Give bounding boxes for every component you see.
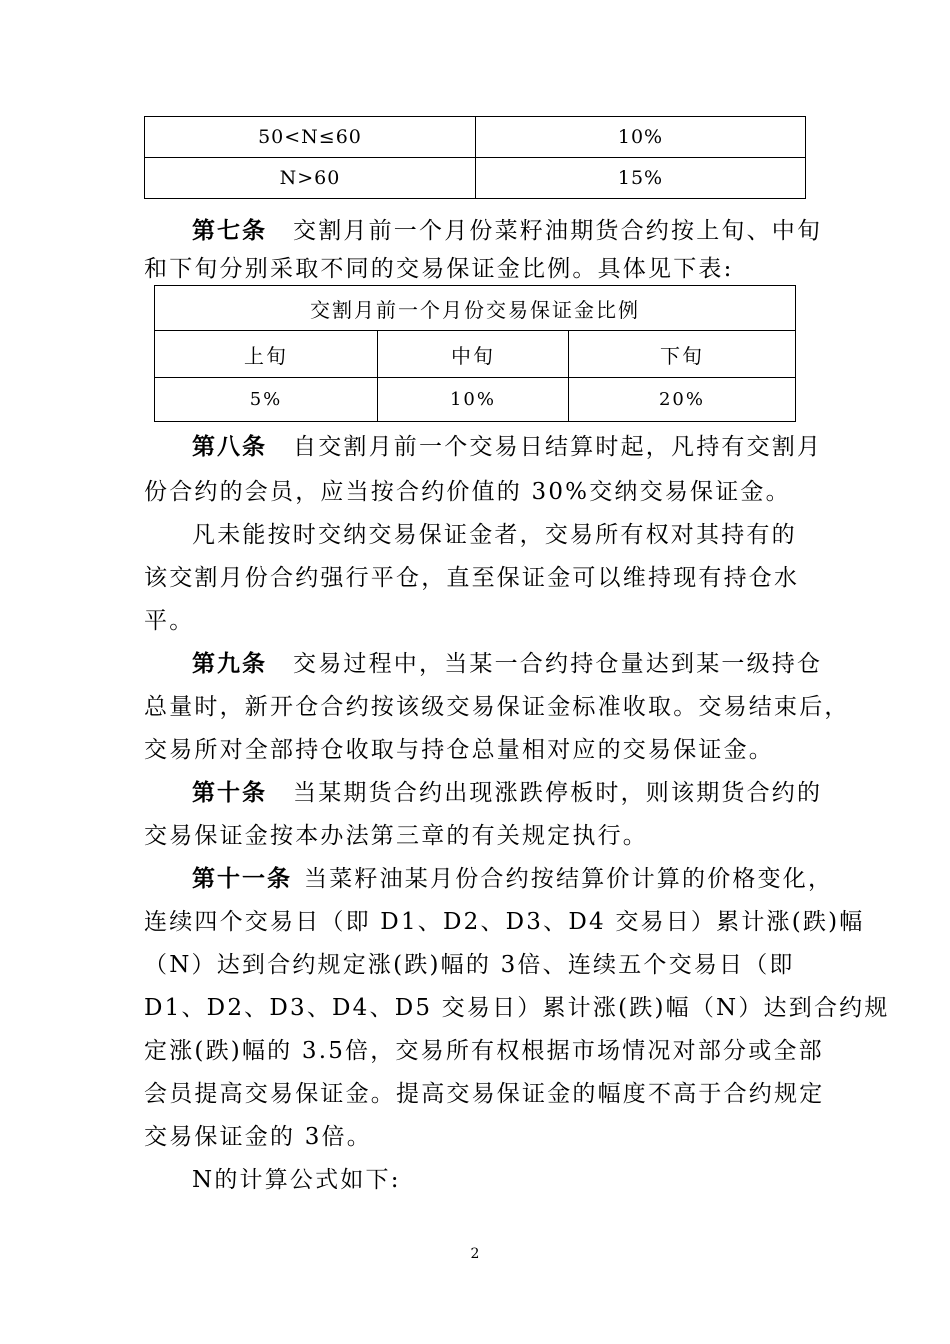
- article-8-title: 第八条: [192, 433, 267, 460]
- col-first-ten-days: 上旬: [155, 331, 378, 378]
- table-row: [145, 158, 806, 199]
- article-10-line-1: 第十条 当某期货合约出现涨跌停板时，则该期货合约的: [192, 779, 823, 806]
- page-number: 2: [470, 1246, 480, 1262]
- value-middle: 10%: [378, 378, 569, 422]
- article-11-line-1: 第十一条 当菜籽油某月份合约按结算价计算的价格变化，: [192, 865, 834, 892]
- article-8-p2-line-3: 平。: [144, 608, 195, 634]
- article-9-line-3: 交易所对全部持仓收取与持仓总量相对应的交易保证金。: [144, 737, 774, 763]
- article-11-title: 第十一条: [192, 865, 292, 892]
- article-9-title: 第九条: [192, 650, 267, 677]
- range-cell: N>60: [145, 158, 476, 199]
- article-8-line-1: 第八条 自交割月前一个交易日结算时起，凡持有交割月: [192, 433, 823, 460]
- value-first: 5%: [155, 378, 378, 422]
- col-middle-ten-days: 中旬: [378, 331, 569, 378]
- article-8-p2-line-1: 凡未能按时交纳交易保证金者，交易所有权对其持有的: [192, 522, 797, 548]
- value-last: 20%: [569, 378, 796, 422]
- table-row: [145, 117, 806, 158]
- article-10-line-2: 交易保证金按本办法第三章的有关规定执行。: [144, 823, 648, 849]
- article-10-title: 第十条: [192, 779, 267, 806]
- article-8-line-2: 份合约的会员，应当按合约价值的 30%交纳交易保证金。: [144, 479, 791, 505]
- margin-rate-table-continued: [144, 116, 806, 199]
- rate-cell: 10%: [476, 117, 806, 158]
- range-cell: 50<N≤60: [145, 117, 476, 158]
- article-11-line-2: 连续四个交易日（即 D1、D2、D3、D4 交易日）累计涨(跌)幅: [144, 909, 865, 935]
- article-11-line-4: D1、D2、D3、D4、D5 交易日）累计涨(跌)幅（N）达到合约规: [144, 995, 890, 1021]
- article-9-line-1: 第九条 交易过程中，当某一合约持仓量达到某一级持仓: [192, 650, 823, 677]
- article-11-line-6: 会员提高交易保证金。提高交易保证金的幅度不高于合约规定: [144, 1081, 825, 1107]
- article-8-p2-line-2: 该交割月份合约强行平仓，直至保证金可以维持现有持仓水: [144, 565, 800, 591]
- article-11-line-7: 交易保证金的 3倍。: [144, 1124, 372, 1150]
- table-value-row: [155, 378, 796, 422]
- col-last-ten-days: 下旬: [569, 331, 796, 378]
- article-7-line-2: 和下旬分别采取不同的交易保证金比例。具体见下表:: [144, 256, 734, 282]
- table-header: 交割月前一个月份交易保证金比例: [155, 286, 796, 331]
- article-7-line-1: 第七条 交割月前一个月份菜籽油期货合约按上旬、中旬: [192, 217, 823, 244]
- rate-cell: 15%: [476, 158, 806, 199]
- pre-delivery-margin-table: [154, 285, 796, 422]
- article-11-line-5: 定涨(跌)幅的 3.5倍，交易所有权根据市场情况对部分或全部: [144, 1038, 824, 1064]
- article-9-line-2: 总量时，新开仓合约按该级交易保证金标准收取。交易结束后，: [144, 694, 850, 720]
- article-7-title: 第七条: [192, 217, 267, 244]
- article-11-line-3: （N）达到合约规定涨(跌)幅的 3倍、连续五个交易日（即: [144, 952, 795, 978]
- formula-intro: N的计算公式如下:: [192, 1167, 401, 1193]
- table-column-row: [155, 331, 796, 378]
- table-header-row: [155, 286, 796, 331]
